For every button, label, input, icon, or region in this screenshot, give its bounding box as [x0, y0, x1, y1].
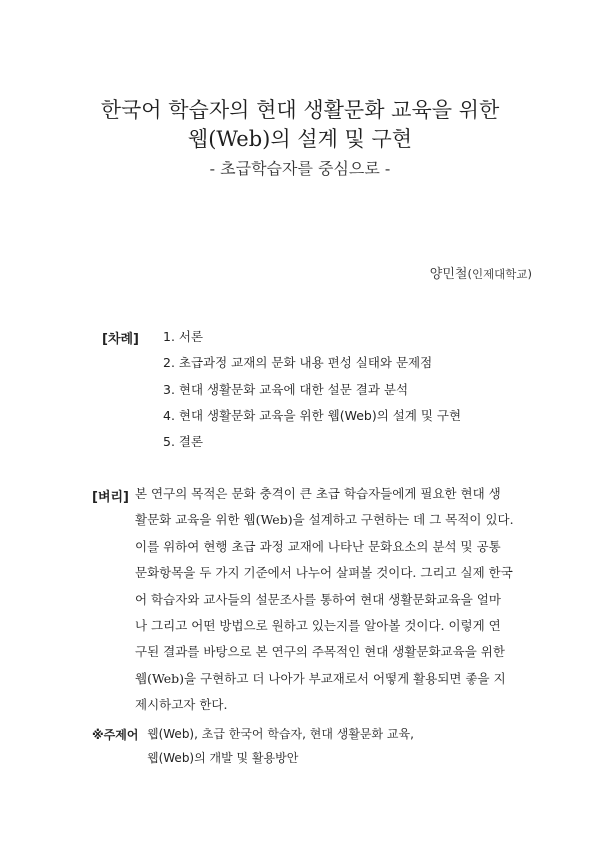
- toc-item-5: 5. 결론: [163, 434, 204, 450]
- abstract-line: 이를 위하여 현행 초급 과정 교재에 나타난 문화요소의 분석 및 공통: [135, 538, 501, 554]
- abstract-line: 웹(Web)을 구현하고 더 나아가 부교재로서 어떻게 활용되면 좋을 지: [135, 670, 506, 686]
- toc-item-1: 1. 서론: [163, 329, 204, 344]
- keywords-list: [147, 725, 414, 773]
- toc-item-2: 2. 초급과정 교재의 문화 내용 편성 실태와 문제점: [163, 355, 433, 371]
- keywords-label: ※주제어: [92, 728, 139, 742]
- abstract-label: [벼리]: [92, 490, 129, 505]
- abstract-line: 어 학습자와 교사들의 설문조사를 통하여 현대 생활문화교육을 얼마: [135, 591, 501, 607]
- toc-item-3: 3. 현대 생활문화 교육에 대한 설문 결과 분석: [163, 381, 409, 397]
- abstract-line: 나 그리고 어떤 방법으로 원하고 있는지를 알아볼 것이다. 이렇게 연: [135, 617, 501, 633]
- toc-item-4: 4. 현대 생활문화 교육을 위한 웹(Web)의 설계 및 구현: [163, 407, 462, 423]
- table-of-contents: [163, 328, 461, 459]
- abstract-line: 활문화 교육을 위한 웹(Web)을 설계하고 구현하는 데 그 목적이 있다.: [135, 512, 514, 528]
- author-byline: [430, 263, 532, 282]
- keywords-line-2: 웹(Web)의 개발 및 활용방안: [147, 751, 299, 765]
- abstract-line: 제시하고자 한다.: [135, 697, 228, 713]
- paper-title-line-2: 웹(Web)의 설계 및 구현: [187, 127, 413, 151]
- keywords-line-1: 웹(Web), 초급 한국어 학습자, 현대 생활문화 교육,: [147, 727, 414, 741]
- paper-subtitle: - 초급학습자를 중심으로 -: [209, 159, 391, 178]
- author-name: 양민철: [429, 267, 468, 282]
- abstract-line: 본 연구의 목적은 문화 충격이 큰 초급 학습자들에게 필요한 현대 생: [135, 486, 501, 501]
- abstract-line: 문화항목을 두 가지 기준에서 나누어 살펴볼 것이다. 그리고 실제 한국: [135, 565, 513, 581]
- paper-title-line-1: 한국어 학습자의 현대 생활문화 교육을 위한: [100, 98, 500, 122]
- author-affiliation: (인제대학교): [467, 267, 532, 281]
- abstract-line: 구된 결과를 바탕으로 본 연구의 주목적인 현대 생활문화교육을 위한: [135, 644, 505, 660]
- toc-label: [차례]: [102, 332, 139, 347]
- abstract-body: [135, 484, 535, 722]
